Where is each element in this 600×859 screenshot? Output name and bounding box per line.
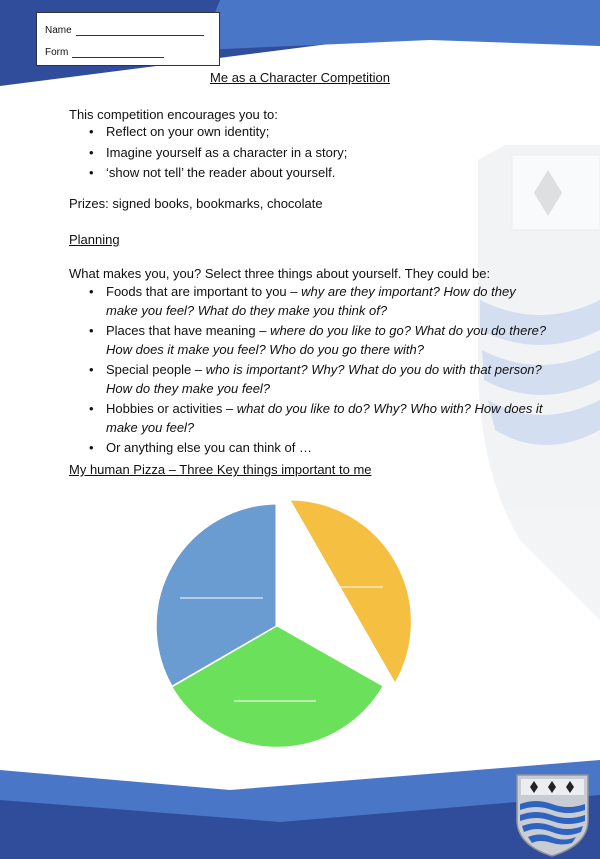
list-item: • ‘show not tell’ the reader about yourself.: [69, 164, 347, 183]
ideas-list: [69, 283, 549, 460]
list-item: [69, 283, 549, 320]
name-label: Name: [45, 24, 72, 36]
idea-prompts: why are they important? How do they make you feel? What do they make you think of?: [106, 284, 516, 318]
idea-prompts: who is important? Why? What do you do with that person? How do they make you feel?: [106, 362, 542, 396]
list-item: • Imagine yourself as a character in a story;: [69, 144, 347, 163]
list-item: [69, 439, 549, 458]
planning-heading: Planning: [69, 232, 120, 247]
form-label: Form: [45, 46, 69, 58]
prizes-text: Prizes: signed books, bookmarks, chocolate: [69, 196, 323, 211]
idea-prompts: what do you like to do? Why? Who with? How does it make you feel?: [106, 401, 543, 435]
page-title: Me as a Character Competition: [210, 70, 390, 85]
aims-list: [69, 123, 347, 185]
idea-prompts: where do you like to go? What do you do there? How does it make you feel? Who do you go there with?: [106, 323, 547, 357]
intro-text: This competition encourages you to:: [69, 107, 278, 122]
idea-topic: Or anything else you can think of …: [106, 440, 312, 455]
question-text: What makes you, you? Select three things about yourself. They could be:: [69, 266, 491, 281]
idea-topic: Hobbies or activities –: [106, 401, 237, 416]
human-pizza-diagram: [140, 490, 430, 760]
list-item: [69, 361, 549, 398]
name-form-box: [36, 12, 220, 66]
idea-topic: Special people –: [106, 362, 206, 377]
list-item: [69, 400, 549, 437]
list-item: • Reflect on your own identity;: [69, 123, 347, 142]
name-field[interactable]: [76, 25, 204, 36]
list-item: [69, 322, 549, 359]
pizza-heading: My human Pizza – Three Key things important to me: [69, 462, 372, 477]
idea-topic: Places that have meaning –: [106, 323, 271, 338]
idea-topic: Foods that are important to you –: [106, 284, 302, 299]
form-field[interactable]: [72, 47, 164, 58]
